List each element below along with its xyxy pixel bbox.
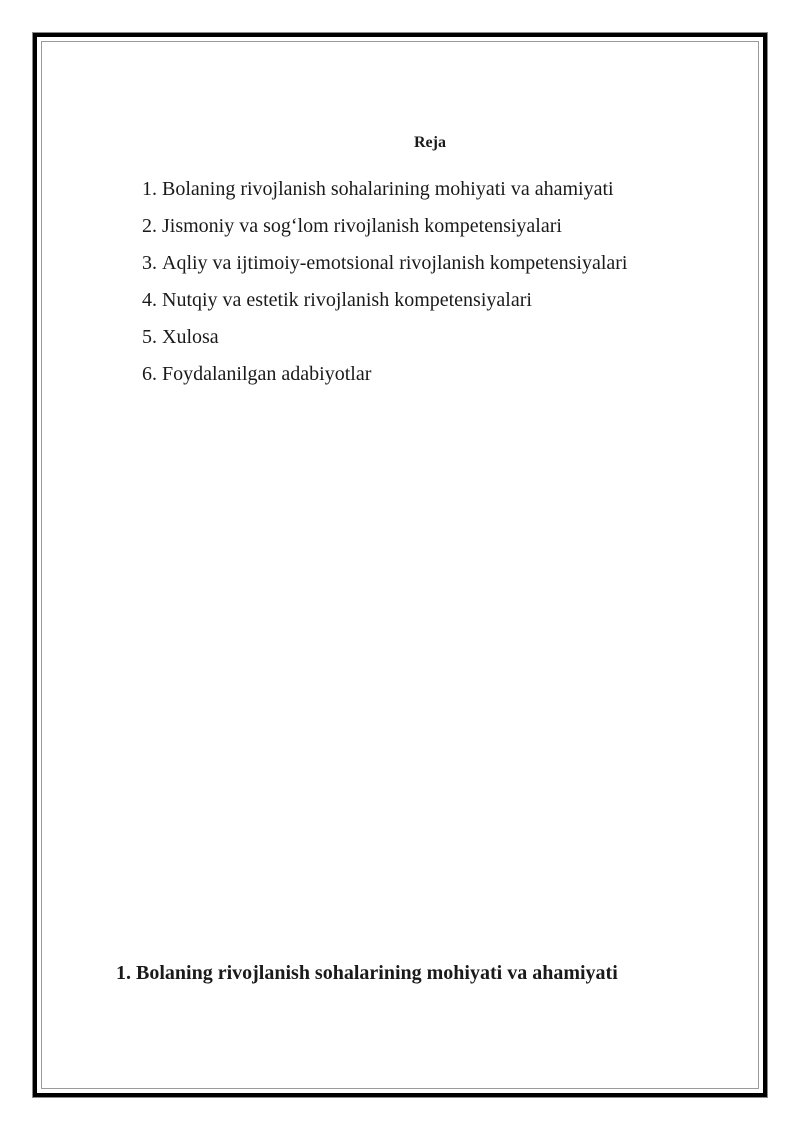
plan-item-number: 6. [142,363,157,385]
plan-item-text: Nutqiy va estetik rivojlanish kompetensiyalari [162,289,532,311]
plan-item-text: Aqliy va ijtimoiy-emotsional rivojlanish kompetensiyalari [162,252,628,274]
plan-item-text: Jismoniy va sog‘lom rivojlanish kompetensiyalari [162,215,562,237]
plan-item-number: 3. [142,252,157,274]
plan-item-number: 4. [142,289,157,311]
plan-item-number: 2. [142,215,157,237]
plan-title: Reja [414,134,446,151]
section-heading: 1. Bolaning rivojlanish sohalarining mohiyati va ahamiyati [116,962,618,984]
plan-item [142,245,627,282]
plan-item [142,208,627,245]
plan-item-text: Xulosa [162,326,219,348]
plan-item-number: 5. [142,326,157,348]
plan-item-text: Foydalanilgan adabiyotlar [162,363,372,385]
plan-item [142,356,627,393]
plan-item-number: 1. [142,178,157,200]
plan-item-text: Bolaning rivojlanish sohalarining mohiyati va ahamiyati [162,178,614,200]
plan-item [142,171,627,208]
plan-item [142,319,627,356]
plan-list [142,171,627,393]
plan-item [142,282,627,319]
